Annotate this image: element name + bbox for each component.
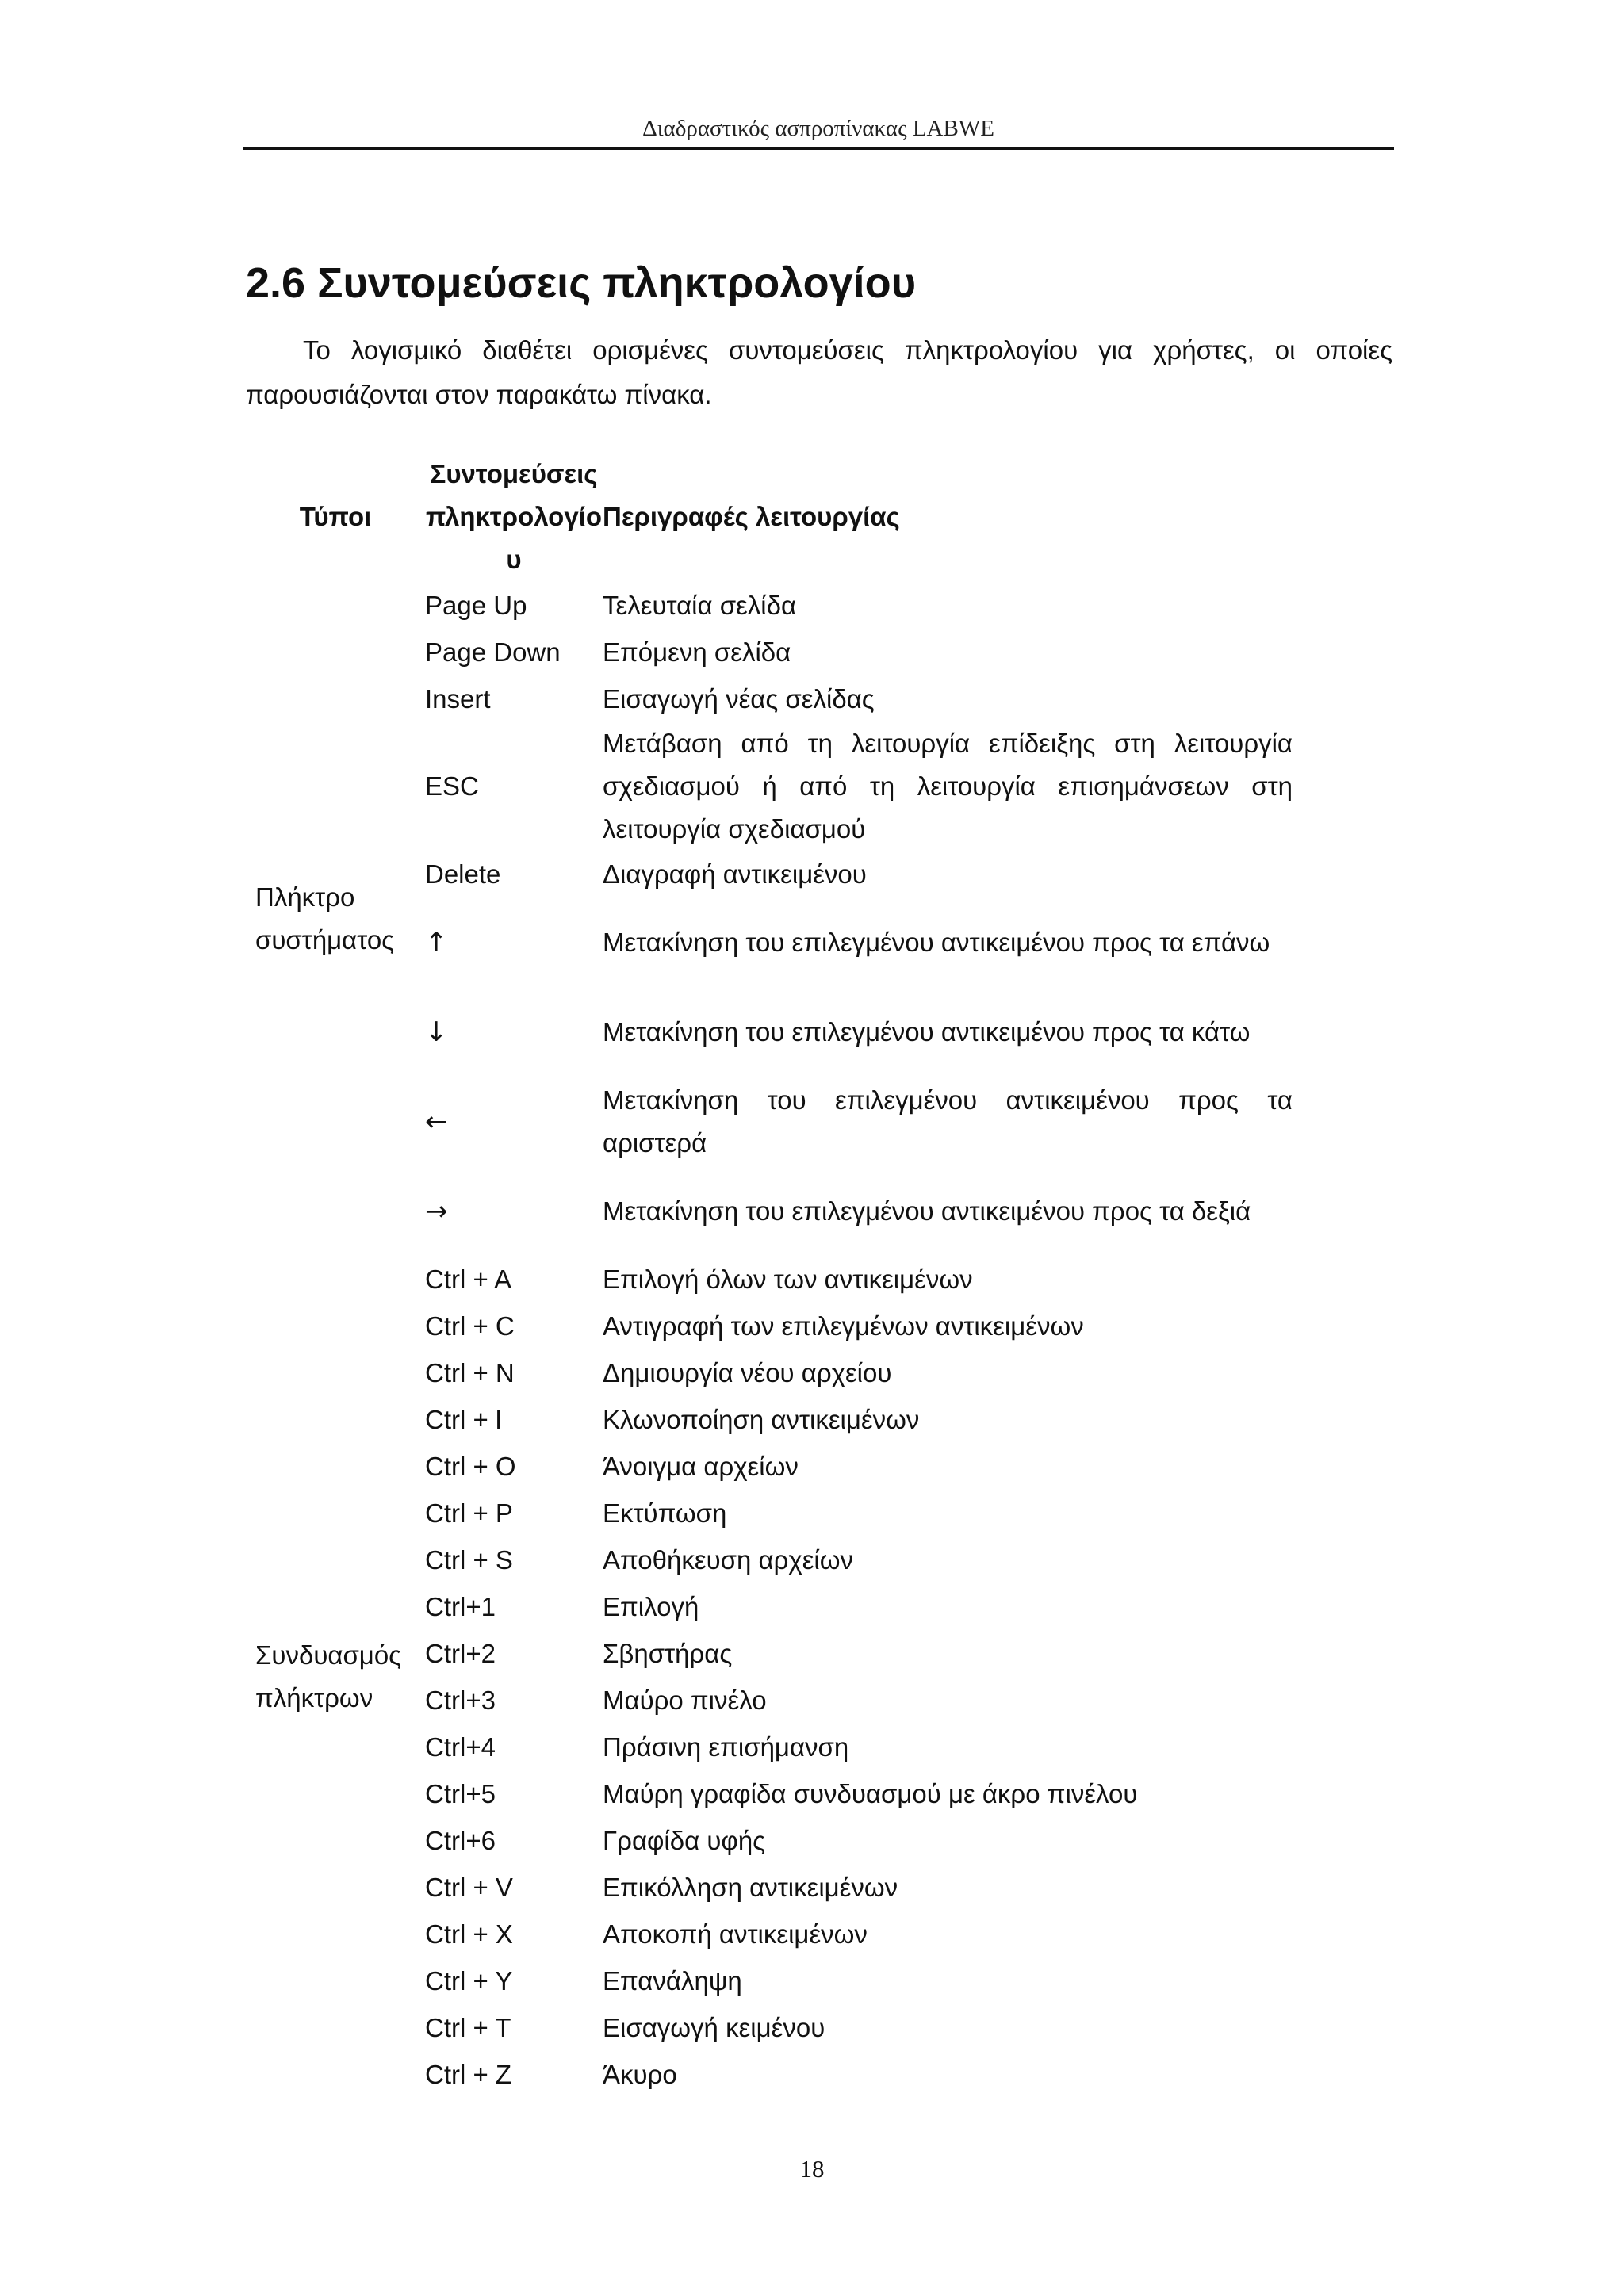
shortcut-key: Delete <box>425 859 501 889</box>
shortcut-description: Αποκοπή αντικειμένων <box>603 1919 868 1949</box>
shortcut-description: Μετακίνηση του επιλεγμένου αντικειμένου προς τα αριστερά <box>603 1085 1293 1158</box>
shortcut-description: Μετακίνηση του επιλεγμένου αντικειμένου προς τα κάτω <box>603 1016 1251 1047</box>
table-row <box>246 1256 1293 1303</box>
shortcut-key: ESC <box>425 771 479 801</box>
shortcut-description: Επικόλληση αντικειμένων <box>603 1872 898 1902</box>
shortcut-description: Άνοιγμα αρχείων <box>603 1451 799 1481</box>
shortcut-description: Μαύρο πινέλο <box>603 1685 767 1715</box>
shortcut-description: Επόμενη σελίδα <box>603 637 791 667</box>
arrow-key-icon: ↓ <box>425 1016 448 1048</box>
shortcut-key: Ctrl+4 <box>425 1732 496 1762</box>
shortcut-description: Δημιουργία νέου αρχείου <box>603 1357 892 1387</box>
shortcut-description: Μετακίνηση του επιλεγμένου αντικειμένου προς τα δεξιά <box>603 1196 1251 1226</box>
shortcut-key: Ctrl + N <box>425 1357 515 1387</box>
shortcut-description: Επιλογή όλων των αντικειμένων <box>603 1264 973 1294</box>
header-shortcut-line2: πληκτρολογίο <box>425 502 603 531</box>
shortcut-description: Άκυρο <box>603 2059 677 2089</box>
shortcut-description: Επανάληψη <box>603 1965 742 1996</box>
shortcut-description: Διαγραφή αντικειμένου <box>603 859 867 889</box>
shortcut-description: Τελευταία σελίδα <box>603 590 797 620</box>
running-header: Διαδραστικός ασπροπίνακας LABWE <box>642 116 994 141</box>
header-shortcut-line1: Συντομεύσεις <box>430 459 598 488</box>
shortcut-key: Ctrl + Y <box>425 1965 513 1996</box>
table-body <box>246 582 1293 2098</box>
shortcut-description: Πράσινη επισήμανση <box>603 1732 849 1762</box>
arrow-key-icon: → <box>425 1195 448 1227</box>
shortcut-key: Ctrl + T <box>425 2012 511 2042</box>
shortcut-description: Σβηστήρας <box>603 1638 733 1668</box>
shortcut-key: Ctrl+1 <box>425 1591 496 1621</box>
shortcut-description: Επιλογή <box>603 1591 699 1621</box>
header-type: Τύποι <box>299 502 372 531</box>
shortcut-key: Ctrl+5 <box>425 1778 496 1808</box>
shortcut-key: Ctrl + A <box>425 1264 512 1294</box>
intro-paragraph: Το λογισμικό διαθέτει ορισμένες συντομεύσεις πληκτρολογίου για χρήστες, οι οποίες παρουσιάζονται στον παρακάτω πίνακα. <box>246 335 1392 409</box>
shortcut-key: Page Down <box>425 637 561 667</box>
header-description: Περιγραφές λειτουργίας <box>603 502 900 531</box>
shortcut-key: Ctrl + C <box>425 1311 515 1341</box>
table-row <box>246 582 1293 629</box>
shortcut-key: Ctrl + P <box>425 1498 513 1528</box>
shortcut-key: Ctrl + l <box>425 1404 502 1434</box>
table-header <box>246 452 1293 582</box>
shortcut-key: Ctrl + X <box>425 1919 513 1949</box>
shortcut-key: Ctrl + O <box>425 1451 516 1481</box>
shortcut-description: Μαύρη γραφίδα συνδυασμού με άκρο πινέλου <box>603 1778 1138 1808</box>
shortcut-description: Κλωνοποίηση αντικειμένων <box>603 1404 920 1434</box>
header-shortcut-line3: υ <box>506 545 522 574</box>
shortcut-description: Εισαγωγή νέας σελίδας <box>603 683 875 714</box>
shortcut-key: Ctrl+3 <box>425 1685 496 1715</box>
shortcut-key: Ctrl+6 <box>425 1825 496 1855</box>
arrow-key-icon: ← <box>425 1105 448 1138</box>
shortcut-description: Μετακίνηση του επιλεγμένου αντικειμένου προς τα επάνω <box>603 927 1270 957</box>
shortcut-key: Ctrl + S <box>425 1544 513 1575</box>
shortcut-description: Αποθήκευση αρχείων <box>603 1544 853 1575</box>
arrow-key-icon: ↑ <box>425 926 448 959</box>
shortcut-description: Εισαγωγή κειμένου <box>603 2012 825 2042</box>
shortcuts-table <box>246 452 1293 2098</box>
shortcut-key: Insert <box>425 683 491 714</box>
shortcut-key: Page Up <box>425 590 527 620</box>
shortcut-description: Εκτύπωση <box>603 1498 727 1528</box>
header-shortcut <box>425 452 603 582</box>
section-title: 2.6 Συντομεύσεις πληκτρολογίου <box>246 259 917 307</box>
shortcut-key: Ctrl + V <box>425 1872 513 1902</box>
type-cell: Πλήκτρο συστήματος <box>255 882 395 955</box>
shortcut-description: Μετάβαση από τη λειτουργία επίδειξης στη λειτουργία σχεδιασμού ή από τη λειτουργία επισημάνσεων στη λειτουργία σχεδιασμού <box>603 729 1293 844</box>
shortcut-key: Ctrl+2 <box>425 1638 496 1668</box>
shortcut-description: Γραφίδα υφής <box>603 1825 766 1855</box>
shortcut-key: Ctrl + Z <box>425 2059 512 2089</box>
header-rule <box>243 147 1394 150</box>
shortcut-description: Αντιγραφή των επιλεγμένων αντικειμένων <box>603 1311 1084 1341</box>
page-number: 18 <box>799 2155 825 2183</box>
type-cell: Συνδυασμός πλήκτρων <box>255 1640 402 1712</box>
